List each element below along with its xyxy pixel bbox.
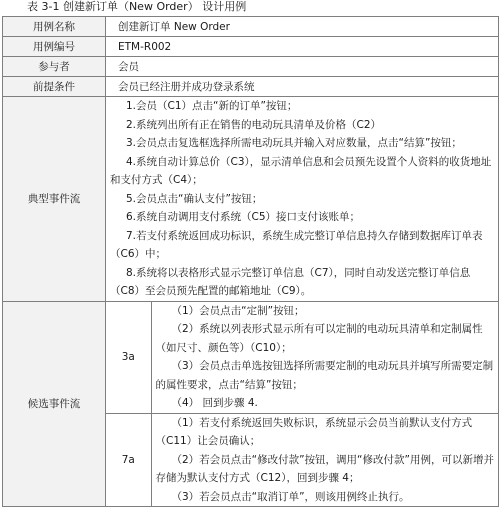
row-precondition bbox=[3, 77, 499, 97]
alt-branch-3a bbox=[106, 302, 498, 414]
branch-steps bbox=[151, 302, 498, 414]
actor-label: 参与者 bbox=[3, 57, 106, 77]
precondition-value: 会员已经注册并成功登录系统 bbox=[106, 77, 499, 97]
branch-step: （4） 回到步骤 4. bbox=[171, 397, 258, 409]
row-usecase-id bbox=[3, 37, 499, 57]
branch-step: （1）会员点击“定制”按钮； bbox=[171, 304, 305, 317]
main-flow-step: 8.系统将以表格形式显示完整订单信息（C7），同时自动发送完整订单信息（C8）至会员预先配置的邮箱地址（C9）。 bbox=[110, 266, 471, 297]
branch-step: （2）若会员点击“修改付款”按钮，调用“修改付款”用例，可以新增并存储为默认支付方式（C12），回到步骤 4； bbox=[155, 453, 494, 484]
row-actor bbox=[3, 57, 499, 77]
main-flow-step: 4.系统自动计算总价（C3），显示清单信息和会员预先设置个人资料的收货地址和支付方式（C4）； bbox=[110, 155, 492, 186]
alt-flow-label: 候选事件流 bbox=[3, 301, 106, 507]
main-flow-label: 典型事件流 bbox=[3, 97, 106, 302]
main-flow-step: 7.若支付系统返回成功标识，系统生成完整订单信息持久存储到数据库订单表（C6）中； bbox=[110, 229, 483, 260]
branch-step: （3）若会员点击“取消订单”，则该用例终止执行。 bbox=[171, 490, 410, 503]
main-flow-step: 5.会员点击“确认支付”按钮； bbox=[126, 192, 263, 205]
row-usecase-name bbox=[3, 17, 499, 37]
branch-code: 7a bbox=[106, 413, 151, 506]
usecase-id-label: 用例编号 bbox=[3, 37, 106, 57]
alt-branch-7a bbox=[106, 413, 498, 506]
actor-value: 会员 bbox=[106, 57, 499, 77]
usecase-name-label: 用例名称 bbox=[3, 17, 106, 37]
branch-step: （1）若支付系统返回失败标识，系统显示会员当前默认支付方式（C11）让会员确认； bbox=[155, 416, 473, 447]
branch-steps bbox=[151, 413, 498, 506]
main-flow-step: 2.系统列出所有正在销售的电动玩具清单及价格（C2） bbox=[126, 118, 382, 131]
branch-step: （2）系统以列表形式显示所有可以定制的电动玩具清单和定制属性（如尺寸、颜色等）（C10）； bbox=[155, 323, 483, 354]
main-flow-step: 3.会员点击复选框选择所需电动玩具并输入对应数量，点击“结算”按钮； bbox=[126, 137, 462, 149]
branch-code: 3a bbox=[106, 302, 151, 414]
precondition-label: 前提条件 bbox=[3, 77, 106, 97]
usecase-id-value: ETM-R002 bbox=[106, 37, 499, 57]
branch-step: （3）会员点击单选按钮选择所需要定制的电动玩具并填写所需要定制的属性要求，点击“结算”按钮； bbox=[155, 360, 494, 391]
alt-flow-table bbox=[106, 302, 498, 507]
usecase-table bbox=[2, 16, 499, 507]
row-main-flow bbox=[3, 97, 499, 302]
main-flow-step: 6.系统自动调用支付系统（C5）接口支付该账单； bbox=[126, 211, 361, 223]
main-flow-steps bbox=[106, 97, 499, 302]
alt-flow-cell bbox=[106, 301, 499, 507]
usecase-name-value: 创建新订单 New Order bbox=[106, 17, 499, 37]
main-flow-step: 1.会员（C1）点击“新的订单”按钮； bbox=[126, 100, 298, 112]
table-caption: 表 3-1 创建新订单（New Order） 设计用例 bbox=[27, 0, 247, 13]
row-alt-flow bbox=[3, 301, 499, 507]
